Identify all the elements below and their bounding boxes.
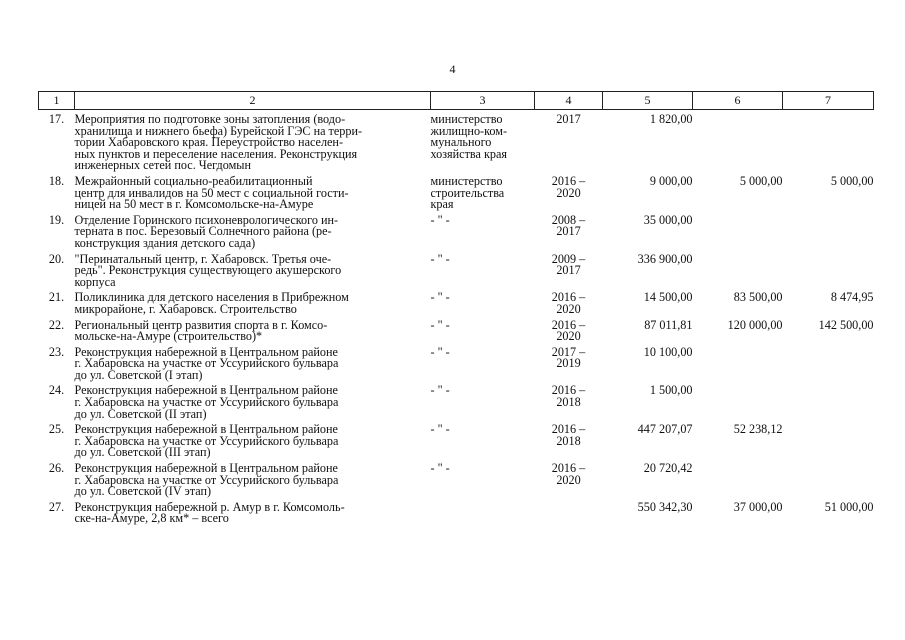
amount-col5-cell: 87 011,81 bbox=[644, 317, 693, 332]
amount-col7-cell: 8 474,95 bbox=[830, 290, 874, 305]
table-row bbox=[39, 215, 874, 254]
object-name-cell: Реконструкция набережной в Центральном районе г. Хабаровска на участке от Уссурийского бульвара до ул. Советской (IV этап) bbox=[74, 461, 339, 499]
executor-cell: - " - bbox=[430, 317, 450, 332]
table-row bbox=[39, 502, 874, 529]
amount-col5-cell: 550 342,30 bbox=[637, 499, 693, 514]
amount-col6-cell: 120 000,00 bbox=[727, 317, 783, 332]
amount-col6-cell: 83 500,00 bbox=[733, 290, 783, 305]
period-cell: 2016 – 2018 bbox=[551, 383, 586, 410]
executor-cell: министерство строительства края bbox=[430, 173, 505, 212]
column-header: 3 bbox=[431, 92, 535, 110]
object-name-cell: "Перинатальный центр, г. Хабаровск. Третья оче- редь". Реконструкция существующего акушерского корпуса bbox=[74, 251, 342, 289]
object-name-cell: Реконструкция набережной в Центральном районе г. Хабаровска на участке от Уссурийского бульвара до ул. Советской (I этап) bbox=[74, 344, 339, 382]
row-number-cell: 18. bbox=[48, 173, 65, 188]
object-name-cell: Реконструкция набережной р. Амур в г. Комсомоль- ске-на-Амуре, 2,8 км* – всего bbox=[74, 499, 345, 526]
amount-col7-cell: 51 000,00 bbox=[824, 499, 874, 514]
period-cell: 2016 – 2020 bbox=[551, 317, 586, 344]
amount-col5-cell: 14 500,00 bbox=[643, 290, 693, 305]
period-cell: 2008 – 2017 bbox=[551, 212, 586, 239]
amount-col5-cell: 9 000,00 bbox=[649, 173, 693, 188]
column-header: 4 bbox=[535, 92, 603, 110]
table-body bbox=[39, 110, 874, 530]
table-row bbox=[39, 110, 874, 176]
row-number-cell: 22. bbox=[48, 317, 65, 332]
period-cell: 2016 – 2020 bbox=[551, 173, 586, 200]
amount-col7-cell: 142 500,00 bbox=[818, 317, 874, 332]
amount-col7-cell bbox=[783, 424, 874, 463]
period-cell: 2016 – 2020 bbox=[551, 290, 586, 316]
amount-col7-cell bbox=[783, 254, 874, 293]
row-number-cell: 24. bbox=[48, 383, 65, 398]
table-row bbox=[39, 254, 874, 293]
executor-cell: - " - bbox=[430, 344, 450, 359]
amount-col6-cell bbox=[693, 215, 783, 254]
period-cell: 2016 – 2018 bbox=[551, 422, 586, 448]
amount-col6-cell bbox=[693, 110, 783, 176]
amount-col5-cell: 20 720,42 bbox=[643, 461, 693, 476]
executor-cell: - " - bbox=[430, 461, 450, 476]
amount-col7-cell bbox=[783, 347, 874, 386]
period-cell: 2016 – 2020 bbox=[551, 461, 586, 487]
amount-col6-cell: 5 000,00 bbox=[739, 173, 783, 188]
amount-col6-cell bbox=[693, 463, 783, 502]
table-row bbox=[39, 320, 874, 347]
amount-col7-cell: 5 000,00 bbox=[830, 173, 874, 188]
amount-col7-cell bbox=[783, 463, 874, 502]
column-header: 6 bbox=[693, 92, 783, 110]
row-number-cell: 21. bbox=[48, 290, 65, 305]
row-number-cell: 25. bbox=[48, 422, 65, 437]
object-name-cell: Поликлиника для детского населения в Прибрежном микрорайоне, г. Хабаровск. Строительство bbox=[74, 290, 349, 316]
object-name-cell: Отделение Горинского психоневрологического ин- терната в пос. Березовый Солнечного района (ре- конструкция здания детского сада) bbox=[74, 212, 339, 250]
object-name-cell: Мероприятия по подготовке зоны затопления (водо- хранилища и нижнего бьефа) Бурейской ГЭС на терри- тории Хабаровского края. Переустройство населен- ных пунктов и переселение населения. Реконструкция инженерных сетей пос. Чегдомын bbox=[74, 112, 363, 173]
amount-col6-cell: 52 238,12 bbox=[733, 422, 783, 437]
amount-col6-cell bbox=[693, 385, 783, 424]
executor-cell: - " - bbox=[430, 251, 450, 266]
row-number-cell: 17. bbox=[48, 112, 65, 126]
row-number-cell: 26. bbox=[48, 461, 65, 476]
amount-col6-cell: 37 000,00 bbox=[733, 499, 783, 514]
amount-col5-cell: 10 100,00 bbox=[643, 344, 693, 359]
object-name-cell: Межрайонный социально-реабилитационный центр для инвалидов на 50 мест с социальной гости- ницей на 50 мест в г. Комсомольске-на-Амуре bbox=[74, 173, 349, 212]
row-number-cell: 19. bbox=[48, 212, 65, 227]
amount-col7-cell bbox=[783, 385, 874, 424]
executor-cell: - " - bbox=[430, 422, 450, 437]
amount-col7-cell bbox=[783, 215, 874, 254]
amount-col5-cell: 447 207,07 bbox=[637, 422, 693, 437]
row-number-cell: 23. bbox=[48, 344, 65, 359]
amount-col7-cell bbox=[783, 110, 874, 176]
amount-col5-cell: 1 820,00 bbox=[649, 112, 693, 126]
amount-col5-cell: 336 900,00 bbox=[637, 251, 693, 266]
table-row bbox=[39, 292, 874, 319]
table-row bbox=[39, 347, 874, 386]
period-cell: 2009 – 2017 bbox=[551, 251, 586, 278]
row-number-cell: 20. bbox=[48, 251, 65, 266]
executor-cell: министерство жилищно-ком- мунального хозяйства края bbox=[430, 112, 508, 161]
column-header: 1 bbox=[39, 92, 75, 110]
object-name-cell: Реконструкция набережной в Центральном районе г. Хабаровска на участке от Уссурийского бульвара до ул. Советской (III этап) bbox=[74, 422, 339, 460]
period-cell: 2017 – 2019 bbox=[551, 344, 586, 371]
executor-cell: - " - bbox=[430, 212, 450, 227]
table-row bbox=[39, 176, 874, 215]
amount-col5-cell: 35 000,00 bbox=[643, 212, 693, 227]
object-name-cell: Реконструкция набережной в Центральном районе г. Хабаровска на участке от Уссурийского бульвара до ул. Советской (II этап) bbox=[74, 383, 339, 421]
column-header: 5 bbox=[603, 92, 693, 110]
table-row bbox=[39, 463, 874, 502]
table-row bbox=[39, 385, 874, 424]
column-header: 2 bbox=[75, 92, 431, 110]
amount-col6-cell bbox=[693, 347, 783, 386]
amount-col6-cell bbox=[693, 254, 783, 293]
period-cell bbox=[535, 502, 603, 529]
object-name-cell: Региональный центр развития спорта в г. Комсо- мольске-на-Амуре (строительство)* bbox=[74, 317, 328, 344]
executor-cell: - " - bbox=[430, 383, 450, 398]
amount-col5-cell: 1 500,00 bbox=[649, 383, 693, 398]
page-number: 4 bbox=[449, 62, 456, 76]
row-number-cell: 27. bbox=[48, 499, 65, 514]
executor-cell: - " - bbox=[430, 290, 450, 305]
program-objects-table bbox=[38, 91, 874, 529]
period-cell: 2017 bbox=[556, 112, 581, 126]
table-row bbox=[39, 424, 874, 463]
column-header: 7 bbox=[783, 92, 874, 110]
executor-cell bbox=[431, 502, 535, 529]
column-number-header bbox=[39, 92, 874, 110]
